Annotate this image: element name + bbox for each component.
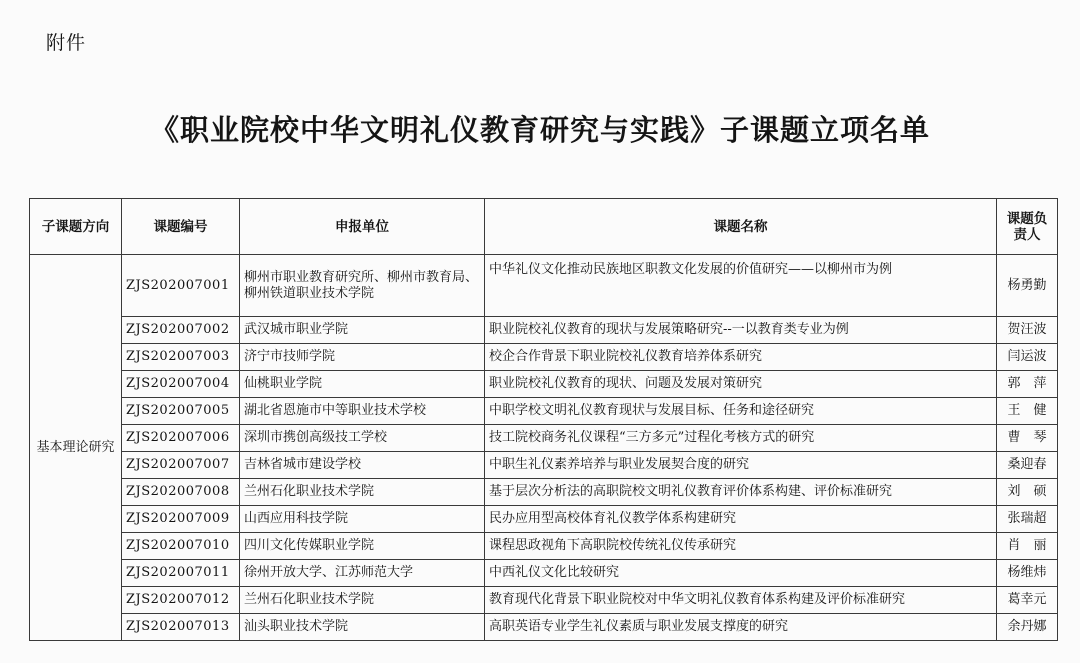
leader-cell: 肖 丽: [997, 533, 1058, 560]
unit-cell: 四川文化传媒职业学院: [240, 533, 485, 560]
code-cell: ZJS202007001: [122, 255, 240, 317]
name-cell: 校企合作背景下职业院校礼仪教育培养体系研究: [485, 344, 997, 371]
header-unit: 申报单位: [240, 199, 485, 255]
table-row: [30, 479, 1058, 506]
table-row: [30, 587, 1058, 614]
name-cell: 民办应用型高校体育礼仪教学体系构建研究: [485, 506, 997, 533]
code-cell: ZJS202007006: [122, 425, 240, 452]
unit-cell: 吉林省城市建设学校: [240, 452, 485, 479]
name-cell: 基于层次分析法的高职院校文明礼仪教育评价体系构建、评价标准研究: [485, 479, 997, 506]
code-cell: ZJS202007013: [122, 614, 240, 641]
unit-cell: 湖北省恩施市中等职业技术学校: [240, 398, 485, 425]
unit-cell: 兰州石化职业技术学院: [240, 587, 485, 614]
code-cell: ZJS202007002: [122, 317, 240, 344]
header-leader: 课题负责人: [997, 199, 1058, 255]
name-cell: 职业院校礼仪教育的现状、问题及发展对策研究: [485, 371, 997, 398]
table-row: [30, 533, 1058, 560]
code-cell: ZJS202007011: [122, 560, 240, 587]
code-cell: ZJS202007008: [122, 479, 240, 506]
unit-cell: 山西应用科技学院: [240, 506, 485, 533]
table-row: [30, 398, 1058, 425]
unit-cell: 兰州石化职业技术学院: [240, 479, 485, 506]
code-cell: ZJS202007007: [122, 452, 240, 479]
table-row: [30, 255, 1058, 317]
name-cell: 中华礼仪文化推动民族地区职教文化发展的价值研究——以柳州市为例: [485, 255, 997, 317]
leader-cell: 曹 琴: [997, 425, 1058, 452]
leader-cell: 王 健: [997, 398, 1058, 425]
unit-cell: 深圳市携创高级技工学校: [240, 425, 485, 452]
table-header-row: [30, 199, 1058, 255]
table-row: [30, 452, 1058, 479]
table-row: [30, 344, 1058, 371]
leader-cell: 郭 萍: [997, 371, 1058, 398]
table-row: [30, 371, 1058, 398]
header-code: 课题编号: [122, 199, 240, 255]
table-row: [30, 614, 1058, 641]
unit-cell: 济宁市技师学院: [240, 344, 485, 371]
name-cell: 教育现代化背景下职业院校对中华文明礼仪教育体系构建及评价标准研究: [485, 587, 997, 614]
code-cell: ZJS202007009: [122, 506, 240, 533]
name-cell: 课程思政视角下高职院校传统礼仪传承研究: [485, 533, 997, 560]
attachment-label: 附件: [46, 32, 87, 54]
table-row: [30, 560, 1058, 587]
name-cell: 高职英语专业学生礼仪素质与职业发展支撑度的研究: [485, 614, 997, 641]
name-cell: 中职生礼仪素养培养与职业发展契合度的研究: [485, 452, 997, 479]
name-cell: 技工院校商务礼仪课程“三方多元”过程化考核方式的研究: [485, 425, 997, 452]
unit-cell: 武汉城市职业学院: [240, 317, 485, 344]
name-cell: 职业院校礼仪教育的现状与发展策略研究--一以教育类专业为例: [485, 317, 997, 344]
table-row: [30, 506, 1058, 533]
code-cell: ZJS202007012: [122, 587, 240, 614]
leader-cell: 杨勇勤: [997, 255, 1058, 317]
leader-cell: 杨维炜: [997, 560, 1058, 587]
leader-cell: 余丹娜: [997, 614, 1058, 641]
leader-cell: 贺汪波: [997, 317, 1058, 344]
header-direction: 子课题方向: [30, 199, 122, 255]
leader-cell: 葛幸元: [997, 587, 1058, 614]
project-table: [29, 198, 1058, 641]
code-cell: ZJS202007005: [122, 398, 240, 425]
code-cell: ZJS202007003: [122, 344, 240, 371]
unit-cell: 徐州开放大学、江苏师范大学: [240, 560, 485, 587]
unit-cell: 汕头职业技术学院: [240, 614, 485, 641]
leader-cell: 闫运波: [997, 344, 1058, 371]
leader-cell: 张瑞超: [997, 506, 1058, 533]
direction-cell: 基本理论研究: [30, 255, 122, 641]
leader-cell: 桑迎春: [997, 452, 1058, 479]
code-cell: ZJS202007004: [122, 371, 240, 398]
leader-cell: 刘 硕: [997, 479, 1058, 506]
header-name: 课题名称: [485, 199, 997, 255]
name-cell: 中职学校文明礼仪教育现状与发展目标、任务和途径研究: [485, 398, 997, 425]
unit-cell: 柳州市职业教育研究所、柳州市教育局、柳州铁道职业技术学院: [240, 255, 485, 317]
table-row: [30, 425, 1058, 452]
name-cell: 中西礼仪文化比较研究: [485, 560, 997, 587]
document-title: 《职业院校中华文明礼仪教育研究与实践》子课题立项名单: [149, 113, 930, 147]
unit-cell: 仙桃职业学院: [240, 371, 485, 398]
table-row: [30, 317, 1058, 344]
code-cell: ZJS202007010: [122, 533, 240, 560]
